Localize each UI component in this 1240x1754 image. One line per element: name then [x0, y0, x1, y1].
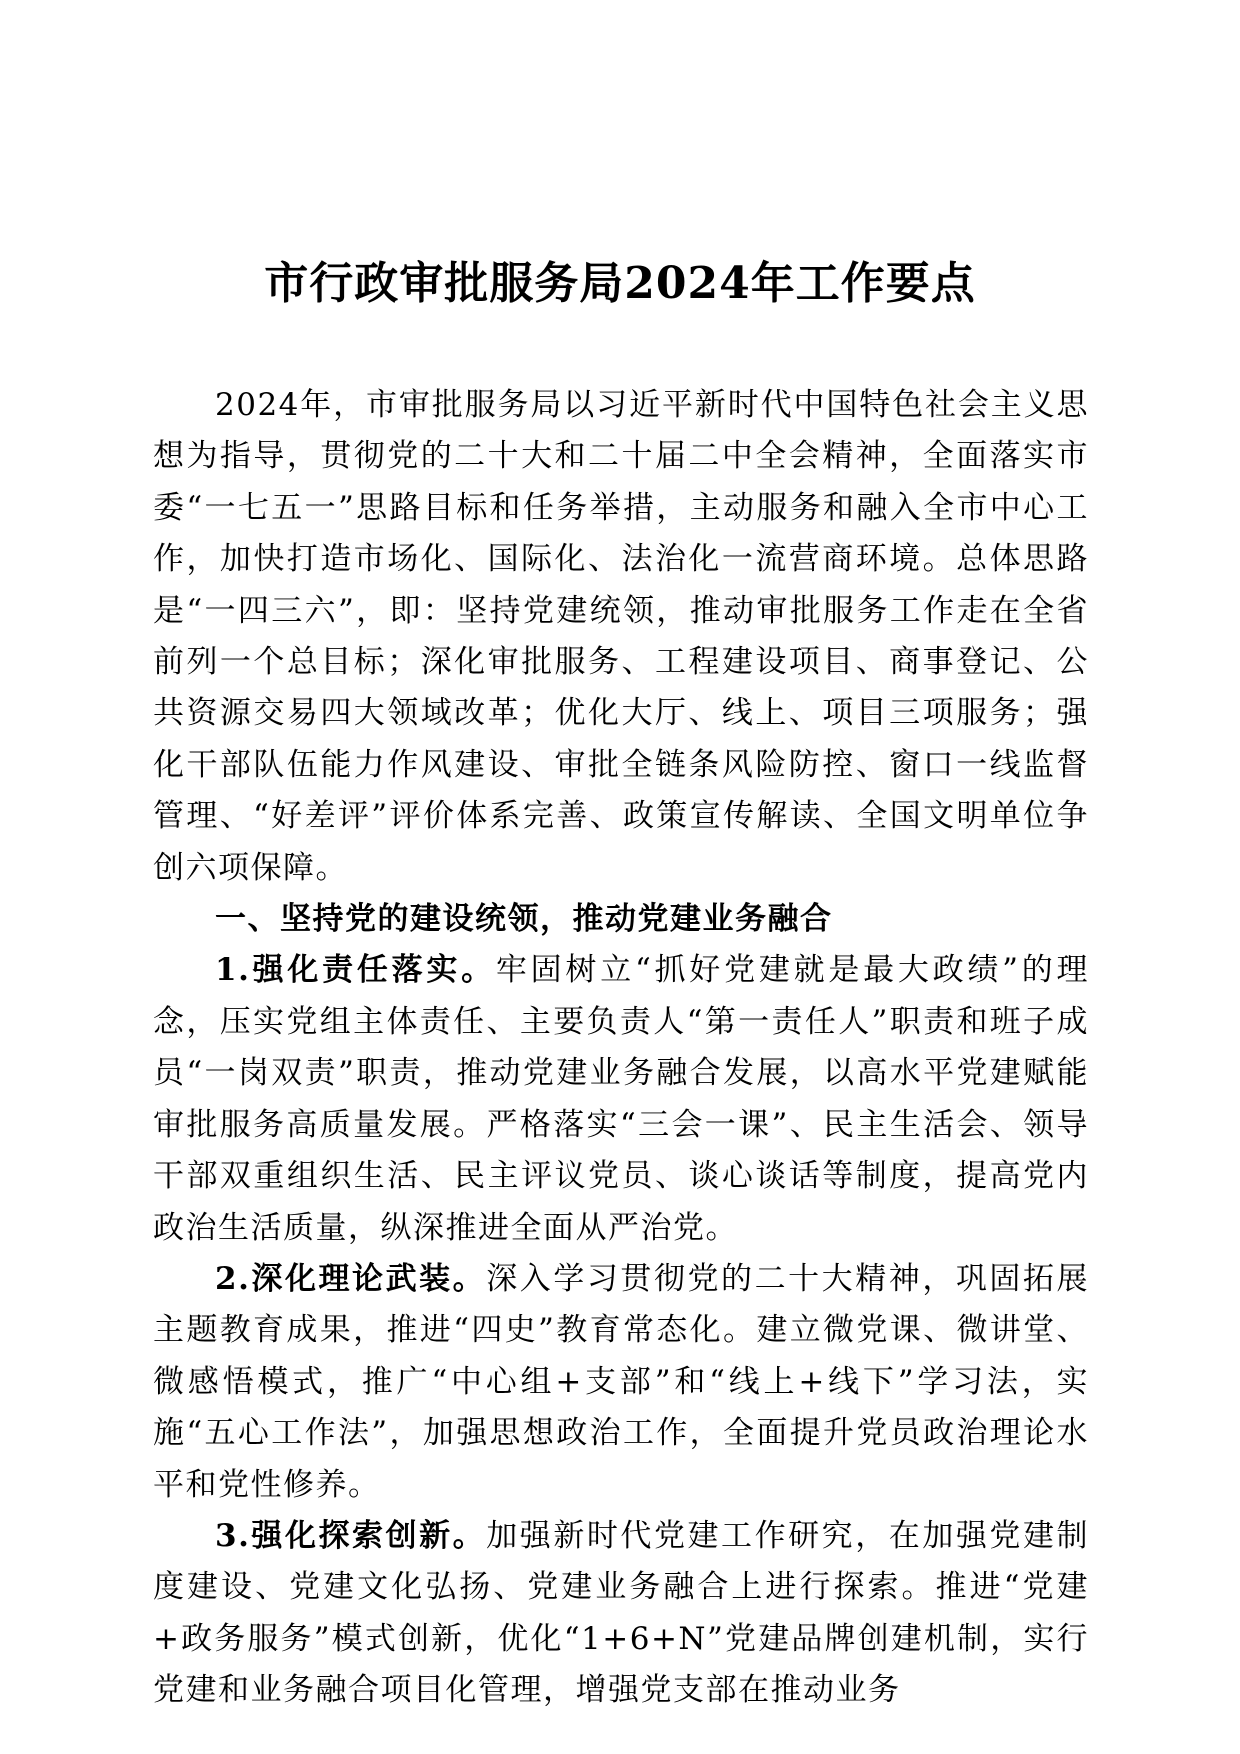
item-text: 深入学习贯彻党的二十大精神，巩固拓展主题教育成果，推进“四史”教育常态化。建立微党课、微讲堂、微感悟模式，推广“中心组+支部”和“线上+线下”学习法，实施“五心工作法”，加强思想政治工作，全面提升党员政治理论水平和党性修养。: [153, 1260, 1089, 1503]
item-text: 加强新时代党建工作研究，在加强党建制度建设、党建文化弘扬、党建业务融合上进行探索。推进“党建+政务服务”模式创新，优化“1+6+N”党建品牌创建机制，实行党建和业务融合项目化管理，增强党支部在推动业务: [153, 1517, 1089, 1709]
document-title: 市行政审批服务局2024年工作要点: [264, 258, 976, 309]
list-item: [153, 945, 1089, 1253]
section-heading-1: 一、坚持党的建设统领，推动党建业务融合: [215, 901, 833, 938]
item-lead: 1.强化责任落实。: [215, 952, 496, 989]
item-text: 牢固树立“抓好党建就是最大政绩”的理念，压实党组主体责任、主要负责人“第一责任人”职责和班子成员“一岗双责”职责，推动党建业务融合发展，以高水平党建赋能审批服务高质量发展。严格落实“三会一课”、民主生活会、领导干部双重组织生活、民主评议党员、谈心谈话等制度，提高党内政治生活质量，纵深推进全面从严治党。: [153, 952, 1089, 1246]
document-body: [153, 380, 1089, 1717]
item-lead: 3.强化探索创新。: [215, 1517, 487, 1554]
intro-paragraph: 2024年，市审批服务局以习近平新时代中国特色社会主义思想为指导，贯彻党的二十大和二十届二中全会精神，全面落实市委“一七五一”思路目标和任务举措，主动服务和融入全市中心工作，加快打造市场化、国际化、法治化一流营商环境。总体思路是“一四三六”，即：坚持党建统领，推动审批服务工作走在全省前列一个总目标；深化审批服务、工程建设项目、商事登记、公共资源交易四大领域改革；优化大厅、线上、项目三项服务；强化干部队伍能力作风建设、审批全链条风险防控、窗口一线监督管理、“好差评”评价体系完善、政策宣传解读、全国文明单位争创六项保障。: [153, 387, 1089, 886]
list-item: [153, 1511, 1089, 1717]
list-item: [153, 1254, 1089, 1511]
item-lead: 2.深化理论武装。: [215, 1260, 487, 1297]
